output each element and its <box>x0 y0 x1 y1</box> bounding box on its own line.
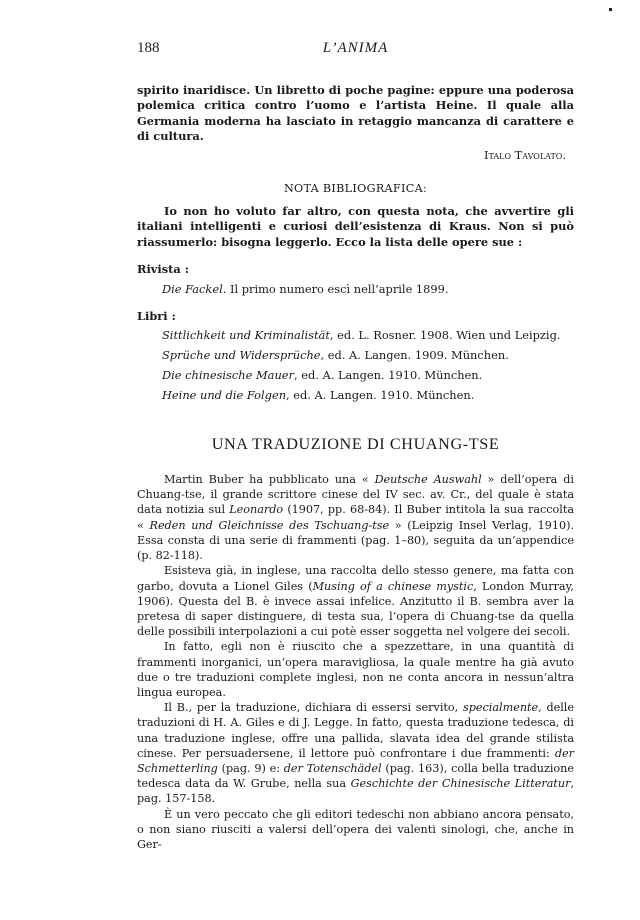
libri-title: Sittlichkeit und Kriminalistät <box>162 328 330 343</box>
text-run: » dell’opera di Chuang-tse, il grande scrittore cinese del IV sec. av. Cr., del quale è stata data notizia sul <box>137 473 574 517</box>
author-signature: Italo Tavolato. <box>483 148 566 163</box>
text-run: Il B., per la traduzione, dichiara di essersi servito, <box>164 701 463 715</box>
book-page <box>137 40 574 852</box>
page-header <box>137 40 574 64</box>
text-run: » (Leipzig Insel Verlag, 1910). Essa consta di una serie di frammenti (pag. 1–80), seguita da un’appendice (p. 82-118). <box>137 518 574 563</box>
italic-run: Geschichte der Chinesische Litteratur <box>350 777 571 791</box>
scan-speck <box>609 8 612 11</box>
rivista-title: Die Fackel <box>162 282 223 297</box>
text-run: , London Murray, 1906). Questa del B. è invece assai infelice. Anzitutto il B. sembra aver la pretesa di saper distinguere, di testa sua, l’opera di Chuang-tse da quella delle possibili interpolazioni a cui potè esser soggetta nel volgere dei secoli. <box>137 579 574 639</box>
italic-run: Musing of a chinese mystic <box>312 579 474 593</box>
article-paragraph <box>137 700 574 806</box>
article-paragraph: In fatto, egli non è riuscito che a spezzettare, in una quantità di frammenti inorganici, un’opera maravigliosa, la quale mentre ha già avuto due o tre traduzioni complete inglesi, non ne conta ancora in nessun’altra lingua europea. <box>137 640 574 699</box>
article-paragraph: È un vero peccato che gli editori tedeschi non abbiano ancora pensato, o non siano riusciti a valersi dell’opera dei valenti sinologi, che, anche in Ger- <box>137 807 574 851</box>
rivista-entry <box>137 279 574 299</box>
text-run: , pag. 157-158. <box>137 777 574 806</box>
carryover-paragraph: spirito inaridisce. Un libretto di poche pagine: eppure una poderosa polemica critica contro l’uomo e l’artista Heine. Il quale alla Germania moderna ha lasciato in retaggio mancanza di carattere e di cultura. <box>137 83 574 143</box>
libri-label: Libri : <box>137 309 176 324</box>
libri-rest: , ed. A. Langen. 1910. München. <box>286 388 475 403</box>
nota-intro: Io non ho voluto far altro, con questa nota, che avvertire gli italiani intelligenti e curiosi dell’esistenza di Kraus. Non si può riassumerlo: bisogna leggerlo. Ecco la lista delle opere sue : <box>137 204 574 249</box>
text-run: , delle traduzioni di H. A. Giles e di J. Legge. In fatto, questa traduzione tedesca, di una traduzione inglese, offre una pallida, slavata idea del grande stilista cinese. Per persuadersene, il lettore può confrontare i due frammenti: <box>137 701 575 760</box>
italic-run: der Schmetterling <box>137 746 574 775</box>
libri-rest: , ed. L. Rosner. 1908. Wien und Leipzig. <box>329 328 561 343</box>
running-title: L’ANIMA <box>322 40 389 56</box>
libri-entry <box>137 385 574 405</box>
text-run: (pag. 163), colla bella traduzione tedesca data da W. Grube, nella sua <box>137 761 574 791</box>
italic-run: der Totenschädel <box>283 761 382 775</box>
libri-entry <box>137 365 574 385</box>
page-number: 188 <box>137 40 160 56</box>
rivista-rest: . Il primo numero escì nell’aprile 1899. <box>222 282 449 297</box>
article-title: UNA TRADUZIONE DI CHUANG-TSE <box>211 435 500 454</box>
italic-run: specialmente <box>462 701 539 715</box>
article-paragraph <box>137 472 574 563</box>
libri-title: Sprüche und Widersprüche <box>162 348 321 363</box>
italic-run: Deutsche Auswahl <box>374 473 482 487</box>
text-run: (1907, pp. 68-84). Il Buber intitola la sua raccolta « <box>137 503 574 532</box>
libri-rest: , ed. A. Langen. 1909. München. <box>320 348 509 363</box>
carryover-section <box>137 83 574 163</box>
italic-run: Reden und Gleichnisse des Tschuang-tse <box>149 518 390 532</box>
rivista-label: Rivista : <box>137 262 189 277</box>
nota-title: NOTA BIBLIOGRAFICA: <box>283 182 428 196</box>
article <box>137 435 574 852</box>
nota-bibliografica <box>137 181 574 405</box>
article-paragraph <box>137 563 574 639</box>
libri-rest: , ed. A. Langen. 1910. München. <box>293 368 483 383</box>
libri-title: Die chinesische Mauer <box>162 368 294 383</box>
text-run: Martin Buber ha pubblicato una « <box>164 473 375 487</box>
text-run: Esisteva già, in inglese, una raccolta dello stesso genere, ma fatta con garbo, dovuta a Lionel Giles ( <box>137 564 574 593</box>
libri-title: Heine und die Folgen <box>162 388 287 403</box>
italic-run: Leonardo <box>229 503 284 517</box>
text-run: (pag. 9) e: <box>217 761 284 775</box>
libri-entry <box>137 325 574 345</box>
libri-entry <box>137 345 574 365</box>
